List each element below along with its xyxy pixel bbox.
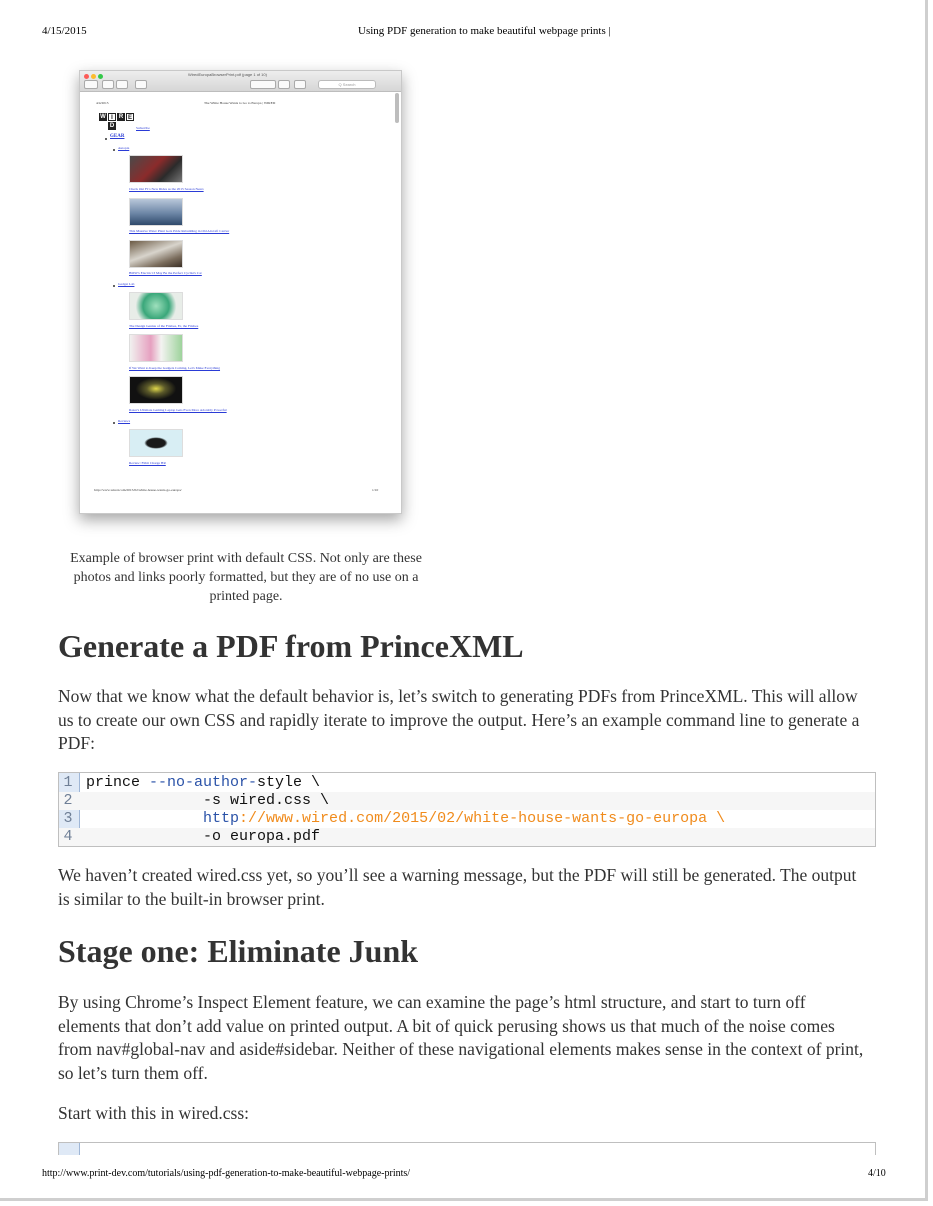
annotate-icon	[250, 80, 276, 89]
code-line: 1 prince --no-author-style \	[63, 774, 321, 791]
mini-section-reviews: Reviews	[118, 419, 131, 423]
mini-section-autopia: Autopia	[118, 146, 130, 150]
share-icon	[135, 80, 147, 89]
mini-link: This Massive Water Plant Gets Pride Rebuilding in Old Aircraft Carrier	[129, 229, 230, 233]
paragraph: Now that we know what the default behavior is, let’s switch to generating PDFs from PrinceXML. This will allow us to create our own CSS and rapidly iterate to improve the output. Here’s an example command line to generate a PDF:	[58, 686, 860, 753]
section-heading-generate-pdf: Generate a PDF from PrinceXML	[58, 628, 524, 664]
code-block-prince-command	[58, 772, 876, 847]
zoom-in-icon	[116, 80, 128, 89]
mini-link: Check Out F1's New Rides as the 2015 Season Nears	[129, 187, 204, 191]
header-date: 4/15/2015	[42, 25, 87, 37]
zoom-dot-icon	[98, 74, 103, 79]
mini-link: Review: Fitbit Charge HR	[129, 461, 166, 465]
mini-footer-page: 1/10	[372, 488, 379, 492]
markup-icon	[294, 80, 306, 89]
zoom-out-icon	[102, 80, 114, 89]
browser-print-screenshot	[79, 70, 402, 514]
mini-subscribe-link: Subscribe	[136, 126, 150, 130]
preview-toolbar	[80, 71, 401, 92]
wired-logo: W I R E D	[100, 114, 132, 129]
code-line: 4 -o europa.pdf	[59, 828, 875, 846]
mini-link: The Design Genius of the Frisbee, Er, the Frisbee	[129, 324, 199, 328]
mini-photo-fitbit	[129, 429, 183, 457]
mini-link: BMW's Electric i3 May Be the Perfect Cyclist's Car	[129, 271, 202, 275]
mini-photo-carrier	[129, 198, 183, 226]
sidebar-toggle-icon	[84, 80, 98, 89]
header-title: Using PDF generation to make beautiful webpage prints |	[358, 25, 611, 37]
minimize-dot-icon	[91, 74, 96, 79]
footer-page-number: 4/10	[868, 1168, 886, 1179]
close-dot-icon	[84, 74, 89, 79]
mini-photo-frisbee	[129, 292, 183, 320]
code-line: 3 http://www.wired.com/2015/02/white-house-wants-go-europa \	[63, 810, 726, 827]
figure-caption: Example of browser print with default CSS. Not only are these photos and links poorly formatted, but they are of no use on a printed page.	[70, 551, 422, 604]
code-line: 2 -s wired.css \	[59, 792, 875, 810]
mini-photo-gadgets	[129, 334, 183, 362]
mini-link: If We Want to Keep the Gadgets Coming, Let's Make Everything	[129, 366, 221, 370]
paragraph: Start with this in wired.css:	[58, 1103, 250, 1123]
mini-title: The White House Wants to Go to Europa | WIRED	[204, 101, 276, 105]
mini-gear-heading: GEAR	[110, 134, 125, 139]
paragraph: We haven’t created wired.css yet, so you’ll see a warning message, but the PDF will still be generated. The output is similar to the built-in browser print.	[58, 865, 857, 909]
mini-footer-url: http://www.wired.com/2015/02/white-house-wants-go-europa/	[94, 488, 182, 492]
mini-date: 4/4/2015	[96, 101, 109, 105]
mini-photo-laptop	[129, 376, 183, 404]
rotate-icon	[278, 80, 290, 89]
preview-window-title: WiredEuropaBrowserPrint.pdf (page 1 of 10)	[188, 72, 267, 77]
section-heading-stage-one: Stage one: Eliminate Junk	[58, 933, 419, 969]
preview-scrollbar	[395, 93, 399, 123]
mini-photo-f1	[129, 155, 183, 183]
code-gutter	[59, 1143, 80, 1155]
preview-search: Q Search	[318, 80, 376, 89]
footer-url: http://www.print-dev.com/tutorials/using-pdf-generation-to-make-beautiful-webpage-prints/	[42, 1168, 411, 1179]
code-block-wired-css	[58, 1142, 876, 1155]
mini-link: Razer's Ultimate Gaming Laptop Gets Even More Adorably Powerful	[129, 408, 227, 412]
paragraph: By using Chrome’s Inspect Element feature, we can examine the page’s html structure, and start to turn off elements that don’t add value on printed output. A bit of quick perusing shows us that much of the noise comes from nav#global-nav and aside#sidebar. Neither of these navigational elements makes sense in the context of print, so let’s turn them off.	[58, 992, 864, 1083]
mini-photo-bmw	[129, 240, 183, 268]
mini-section-gadget-lab: Gadget Lab	[118, 282, 135, 286]
